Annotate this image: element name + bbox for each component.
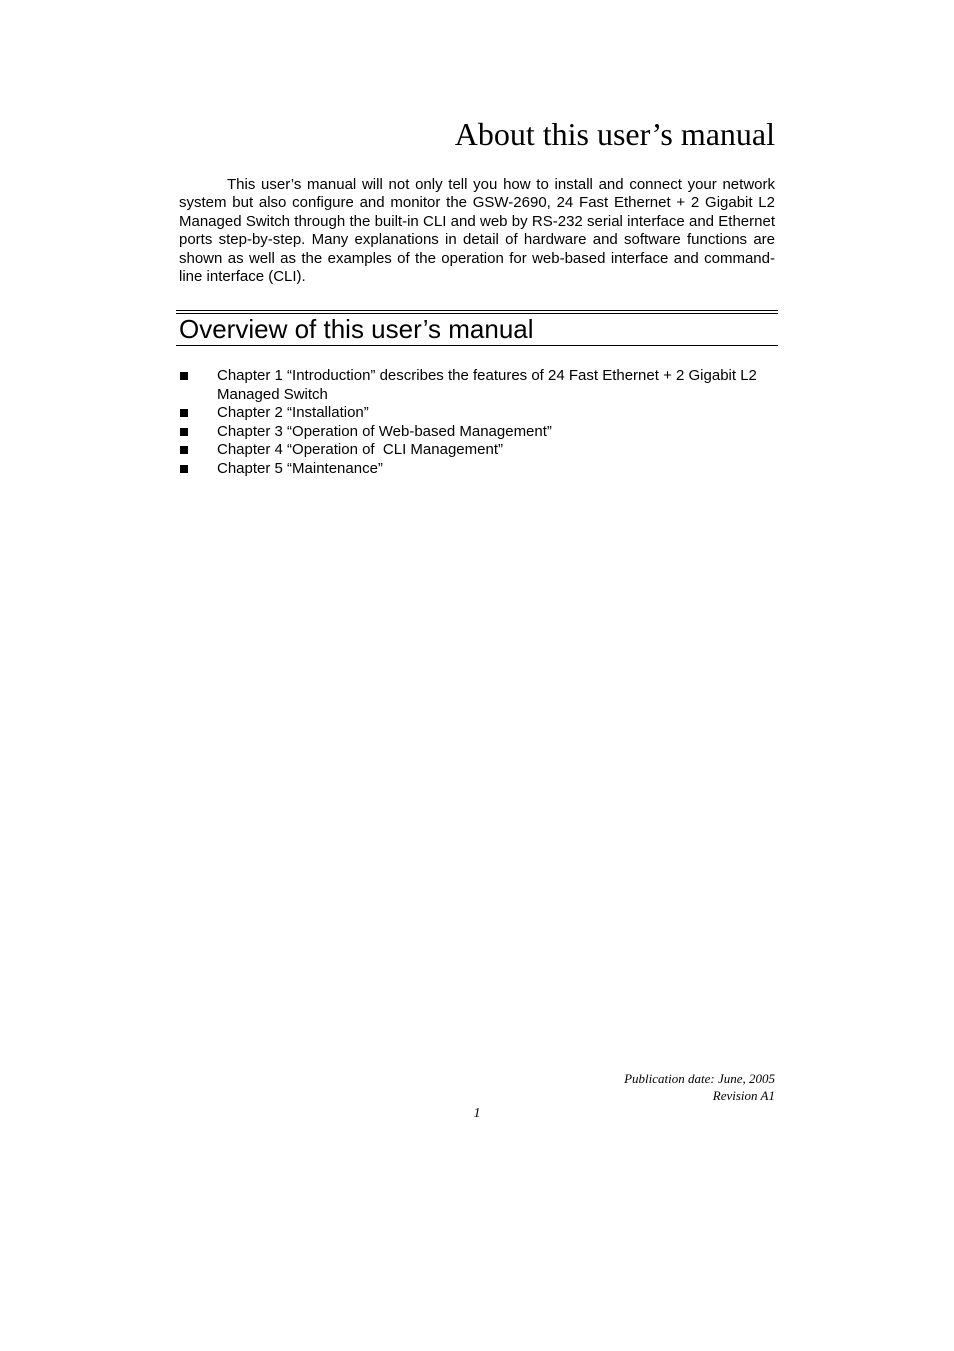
square-bullet-icon <box>180 465 188 473</box>
revision: Revision A1 <box>712 1087 775 1103</box>
chapter-list-item <box>179 423 779 442</box>
publication-date: Publication date: June, 2005 <box>624 1071 775 1086</box>
page-title: About this user’s manual <box>454 116 775 152</box>
chapter-list-item <box>179 404 779 423</box>
chapter-list <box>179 367 779 479</box>
chapter-text: Chapter 1 “Introduction” describes the features of 24 Fast Ethernet + 2 Gigabit L2 Managed Switch <box>217 367 757 403</box>
chapter-list-item <box>179 460 779 479</box>
square-bullet-icon <box>180 428 188 436</box>
publication-info <box>479 1071 775 1104</box>
chapter-text: Chapter 2 “Installation” <box>217 404 369 422</box>
intro-paragraph: This user’s manual will not only tell you how to install and connect your network system but also configure and monitor the GSW-2690, 24 Fast Ethernet + 2 Gigabit L2 Managed Switch through the built-in CLI and web by RS-232 serial interface and Ethernet ports step-by-step. Many explanations in detail of hardware and software functions are shown as well as the examples of the operation for web-based interface and command-line interface (CLI). <box>179 176 775 286</box>
chapter-text: Chapter 4 “Operation of CLI Management” <box>217 441 503 459</box>
square-bullet-icon <box>180 409 188 417</box>
square-bullet-icon <box>180 372 188 380</box>
chapter-list-item <box>179 441 779 460</box>
overview-heading: Overview of this user’s manual <box>179 314 534 344</box>
page-number: 1 <box>473 1106 481 1121</box>
chapter-text: Chapter 5 “Maintenance” <box>217 459 383 477</box>
chapter-list-item <box>179 367 779 404</box>
section-bottom-rule <box>176 345 778 346</box>
chapter-text: Chapter 3 “Operation of Web-based Management” <box>217 422 552 440</box>
square-bullet-icon <box>180 446 188 454</box>
